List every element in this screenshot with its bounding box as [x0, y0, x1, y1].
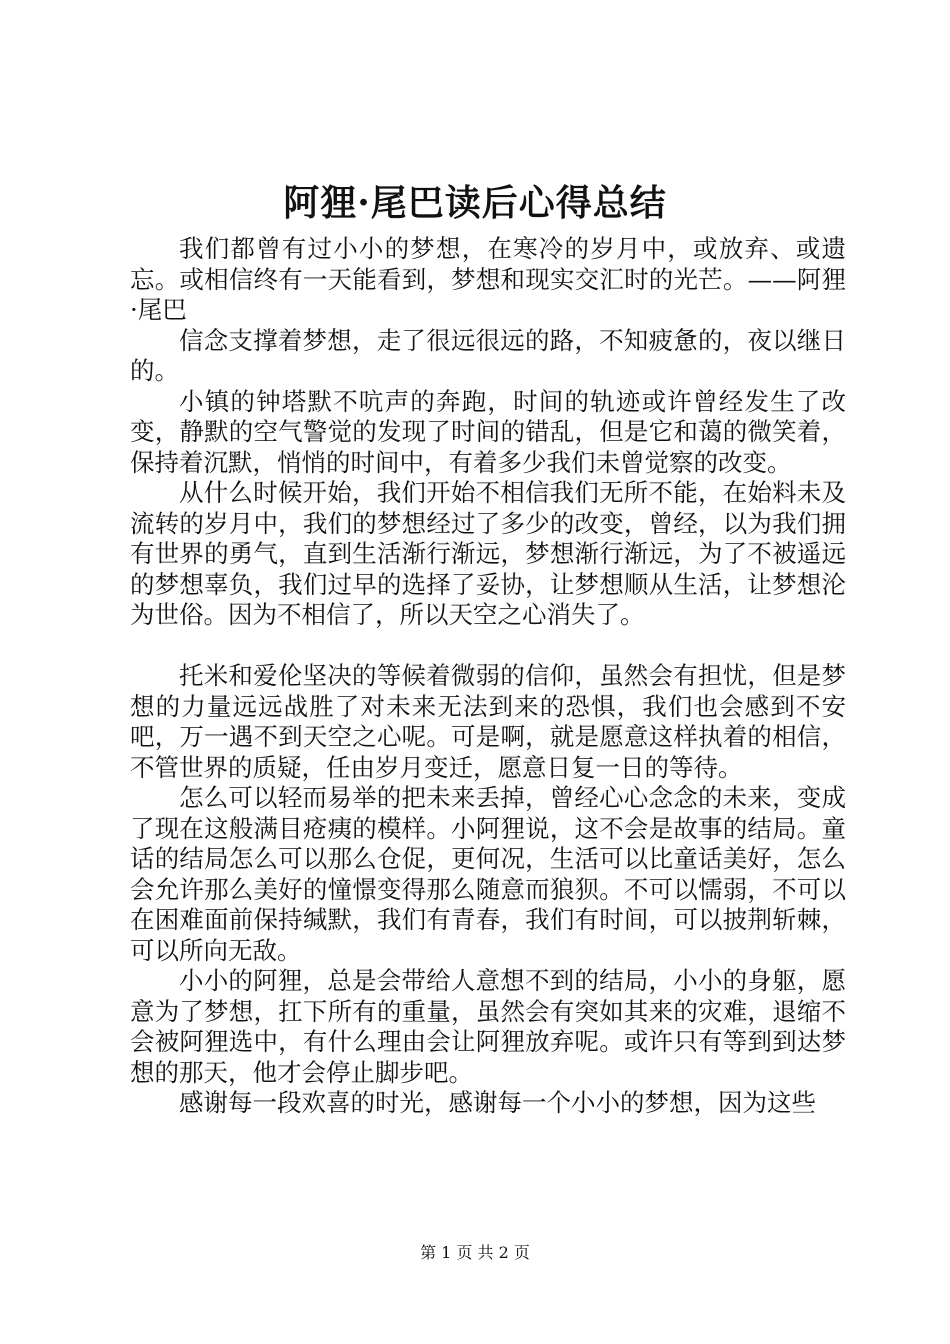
paragraph-8: 感谢每一段欢喜的时光，感谢每一个小小的梦想，因为这些 [179, 1088, 816, 1117]
paragraph-4: 从什么时候开始，我们开始不相信我们无所不能，在始料未及流转的岁月中，我们的梦想经过了多少的改变，曾经，以为我们拥有世界的勇气，直到生活渐行渐远，梦想渐行渐远，为了不被遥远的梦想辜负，我们过早的选择了妥协，让梦想顺从生活，让梦想沦为世俗。因为不相信了，所以天空之心消失了。 [130, 478, 846, 629]
paragraph-1: 我们都曾有过小小的梦想，在寒冷的岁月中，或放弃、或遗忘。或相信终有一天能看到，梦想和现实交汇时的光芒。——阿狸·尾巴 [130, 234, 846, 324]
document-body [130, 234, 846, 1119]
page-footer: 第 1 页 共 2 页 [420, 1243, 530, 1262]
document-title: 阿狸·尾巴读后心得总结 [283, 182, 667, 224]
paragraph-2: 信念支撑着梦想，走了很远很远的路，不知疲惫的，夜以继日的。 [130, 325, 846, 385]
paragraph-spacer [130, 631, 846, 662]
paragraph-7: 小小的阿狸，总是会带给人意想不到的结局，小小的身躯，愿意为了梦想，扛下所有的重量，虽然会有突如其来的灾难，退缩不会被阿狸选中，有什么理由会让阿狸放弃呢。或许只有等到到达梦想的那天，他才会停止脚步吧。 [130, 966, 846, 1087]
paragraph-3: 小镇的钟塔默不吭声的奔跑，时间的轨迹或许曾经发生了改变，静默的空气警觉的发现了时间的错乱，但是它和蔼的微笑着，保持着沉默，悄悄的时间中，有着多少我们未曾觉察的改变。 [130, 386, 846, 477]
paragraph-5: 托米和爱伦坚决的等候着微弱的信仰，虽然会有担忧，但是梦想的力量远远战胜了对未来无法到来的恐惧，我们也会感到不安吧，万一遇不到天空之心呢。可是啊，就是愿意这样执着的相信，不管世界的质疑，任由岁月变迁，愿意日复一日的等待。 [130, 661, 846, 782]
paragraph-6: 怎么可以轻而易举的把未来丢掉，曾经心心念念的未来，变成了现在这般满目疮痍的模样。小阿狸说，这不会是故事的结局。童话的结局怎么可以那么仓促，更何况，生活可以比童话美好，怎么会允许那么美好的憧憬变得那么随意而狼狈。不可以懦弱，不可以在困难面前保持缄默，我们有青春，我们有时间，可以披荆斩棘，可以所向无敌。 [130, 783, 846, 965]
